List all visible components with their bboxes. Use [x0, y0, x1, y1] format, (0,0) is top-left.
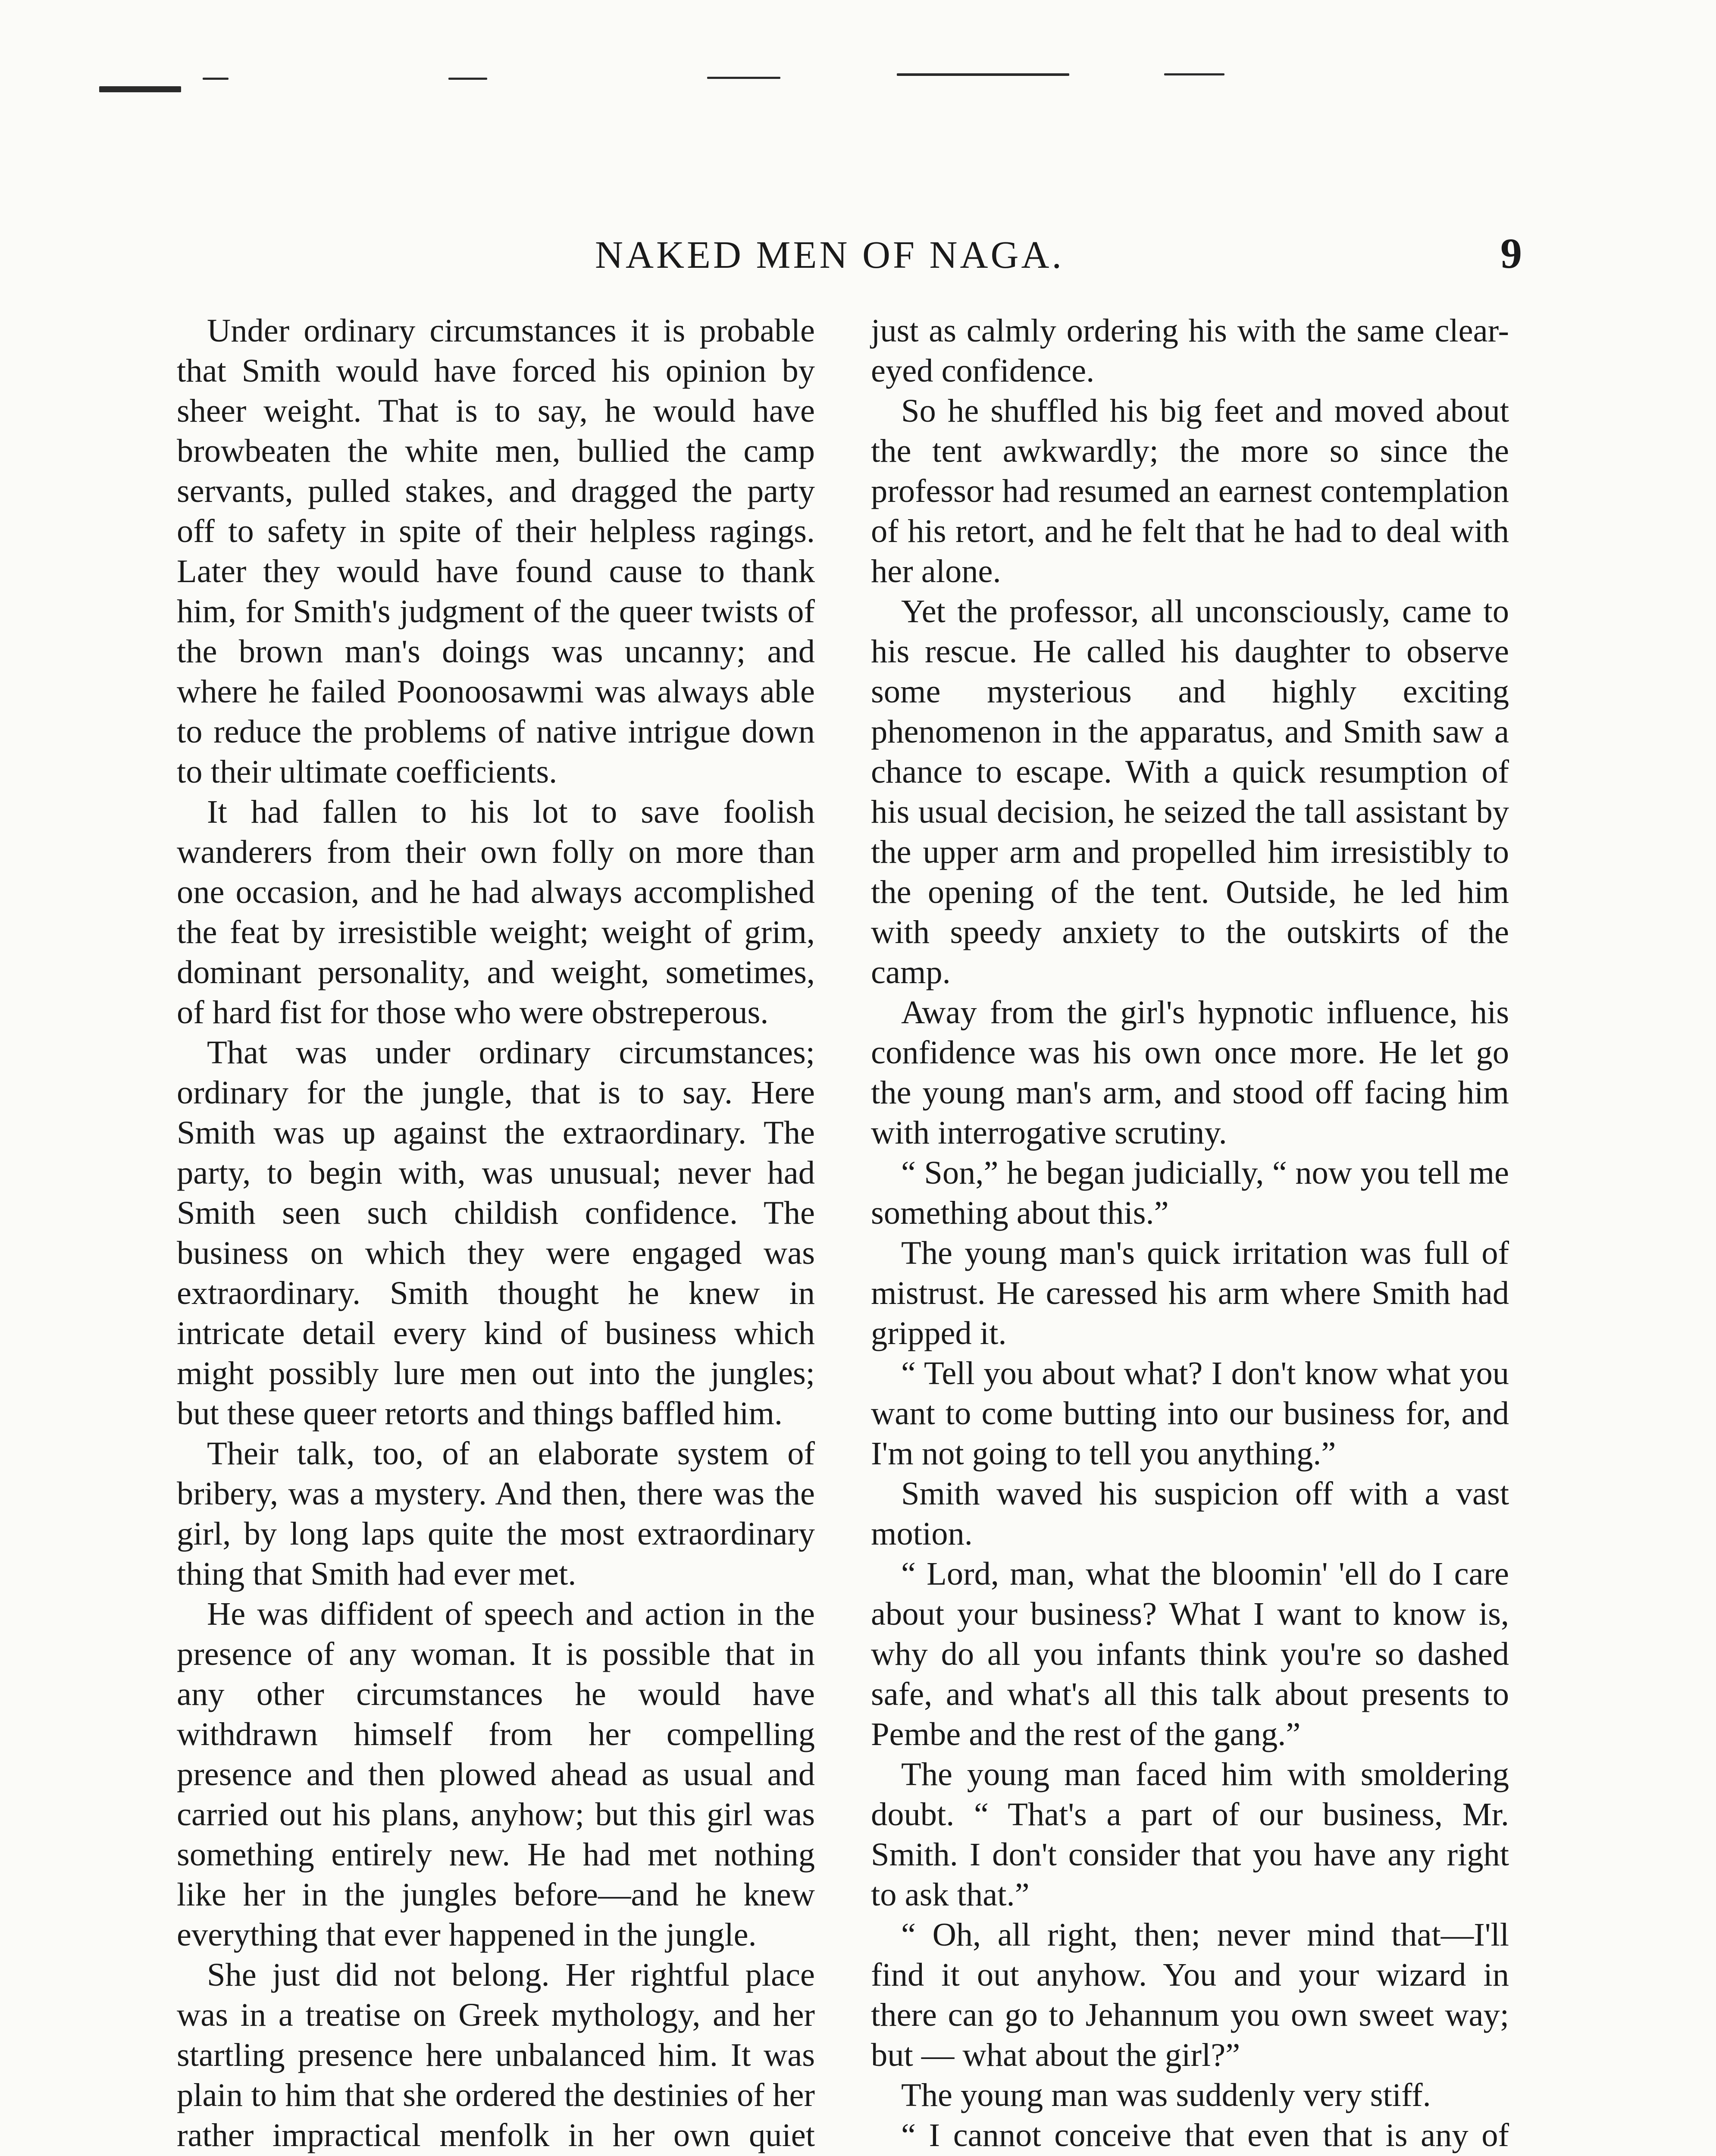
- paragraph: So he shuffled his big feet and moved about the tent awkwardly; the more so since the professor had resumed an earnest contemplation of his retort, and he felt that he had to deal with her alone.: [871, 392, 1509, 589]
- paragraph: “ Tell you about what? I don't know what you want to come butting into our business for, and I'm not going to tell you anything.”: [871, 1355, 1509, 1472]
- paragraph: Yet the professor, all unconsciously, came to his rescue. He called his daughter to observe some mysterious and highly exciting phenomenon in the apparatus, and Smith saw a chance to escape. With a quick resumption of his usual decision, he seized the tall assistant by the upper arm and propelled him irresistibly to the opening of the tent. Outside, he led him with speedy anxiety to the outskirts of the camp.: [871, 593, 1509, 990]
- left-column: [177, 310, 815, 2156]
- page-number: 9: [1500, 229, 1522, 277]
- paragraph: Under ordinary circumstances it is probable that Smith would have forced his opinion by sheer weight. That is to say, he would have browbeaten the white men, bullied the camp servants, pulled stakes, and dragged the party off to safety in spite of their helpless ragings. Later they would have found cause to thank him, for Smith's judgment of the queer twists of the brown man's doings was uncanny; and where he failed Poonoosawmi was always able to reduce the problems of native intrigue down to their ultimate coefficients.: [177, 312, 815, 790]
- paragraph: “ Son,” he began judicially, “ now you tell me something about this.”: [871, 1154, 1509, 1231]
- paragraph: just as calmly ordering his with the same clear-eyed confidence.: [871, 312, 1509, 389]
- paragraph: Their talk, too, of an elaborate system of bribery, was a mystery. And then, there was the girl, by long laps quite the most extraordinary thing that Smith had ever met.: [177, 1435, 815, 1592]
- scan-artifact-top-4: [897, 73, 1069, 76]
- paragraph: It had fallen to his lot to save foolish wanderers from their own folly on more than one occasion, and he had always accomplished the feat by irresistible weight; weight of grim, dominant personality, and weight, sometimes, of hard fist for those who were obstreperous.: [177, 793, 815, 1031]
- paragraph: “ Oh, all right, then; never mind that—I'll find it out anyhow. You and your wizard in there can go to Jehannum you own sweet way; but — what about the girl?”: [871, 1916, 1509, 2073]
- paragraph: He was diffident of speech and action in the presence of any woman. It is possible that in any other circumstances he would have withdrawn himself from her compelling presence and then plowed ahead as usual and carried out his plans, anyhow; but this girl was something entirely new. He had met nothing like her in the jungles before—and he knew everything that ever happened in the jungle.: [177, 1595, 815, 1953]
- paragraph: Away from the girl's hypnotic influence, his confidence was his own once more. He let go the young man's arm, and stood off facing him with interrogative scrutiny.: [871, 994, 1509, 1151]
- running-title: NAKED MEN OF NAGA.: [595, 234, 1064, 276]
- paragraph: The young man faced him with smoldering doubt. “ That's a part of our business, Mr. Smith. I don't consider that you have any right to ask that.”: [871, 1756, 1509, 1913]
- paragraph: Smith waved his suspicion off with a vast motion.: [871, 1475, 1509, 1552]
- paragraph: That was under ordinary circumstances; ordinary for the jungle, that is to say. Here Smith was up against the extraordinary. The party, to begin with, was unusual; never had Smith seen such childish confidence. The business on which they were engaged was extraordinary. Smith thought he knew in intricate detail every kind of business which might possibly lure men out into the jungles; but these queer retorts and things baffled him.: [177, 1034, 815, 1432]
- paragraph: “ I cannot conceive that even that is any of: [901, 2117, 1509, 2153]
- paragraph: The young man's quick irritation was full of mistrust. He caressed his arm where Smith had gripped it.: [871, 1235, 1509, 1351]
- scan-artifact-top-3: [707, 77, 780, 79]
- scan-artifact-top-1: [203, 78, 229, 80]
- paragraph: The young man was suddenly very stiff.: [901, 2077, 1431, 2113]
- right-column: [871, 310, 1509, 2156]
- paragraph: “ Lord, man, what the bloomin' 'ell do I care about your business? What I want to know is, why do all you infants think you're so dashed safe, and what's all this talk about presents to Pembe and the rest of the gang.”: [871, 1555, 1509, 1752]
- scan-artifact-top-left: [99, 86, 181, 92]
- paragraph: She just did not belong. Her rightful place was in a treatise on Greek mythology, and her startling presence here unbalanced him. It was plain to him that she ordered the destinies of her rather impractical menfolk in her own quiet: [177, 1956, 815, 2153]
- scan-artifact-top-2: [448, 78, 487, 80]
- scan-artifact-top-5: [1164, 73, 1224, 75]
